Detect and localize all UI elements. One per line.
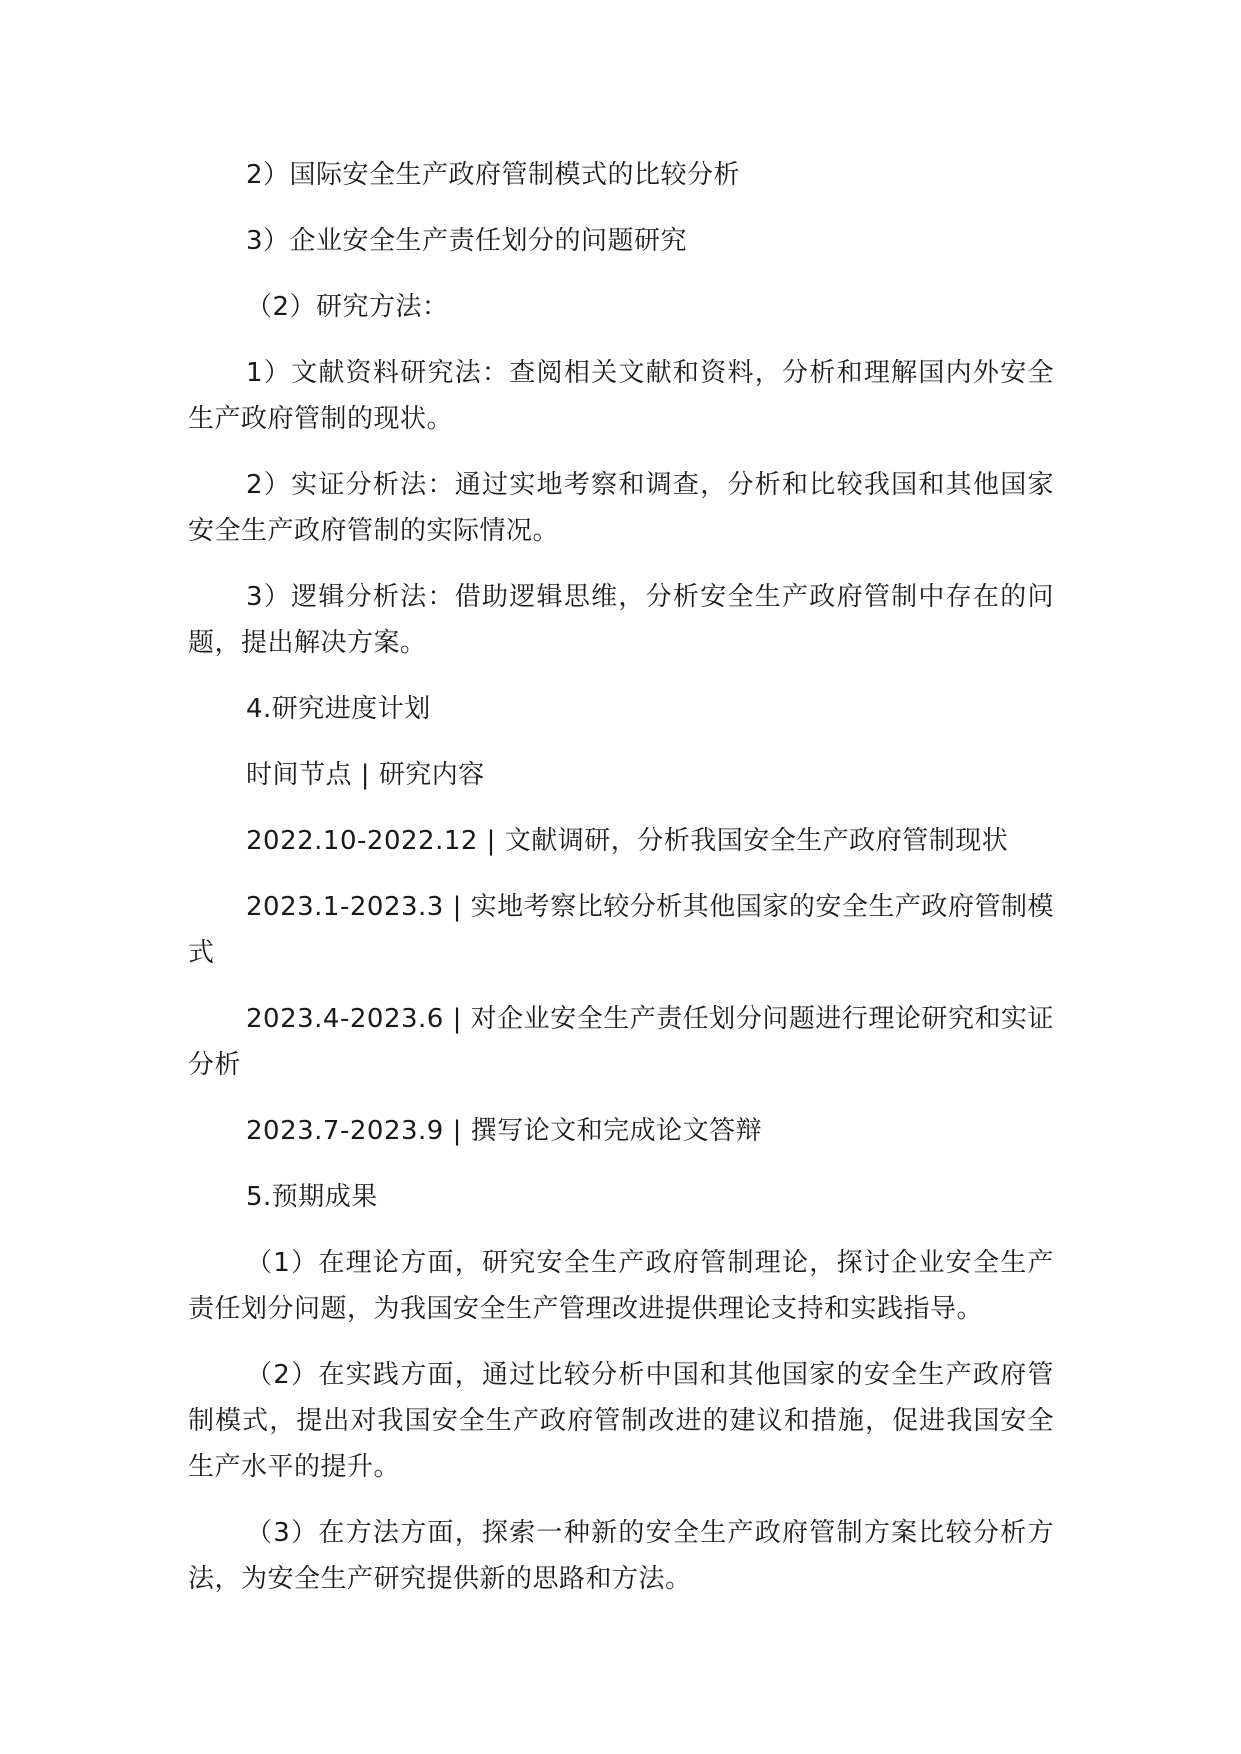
paragraph-intl-comparison: 2）国际安全生产政府管制模式的比较分析 <box>246 160 741 190</box>
paragraph-responsibility-division: 3）企业安全生产责任划分的问题研究 <box>246 226 688 256</box>
paragraph-method-result: （3）在方法方面，探索一种新的安全生产政府管制方案比较分析方法，为安全生产研究提供新的思路和方法。 <box>188 1518 1054 1594</box>
document-body <box>188 152 1054 1622</box>
heading-research-schedule: 4.研究进度计划 <box>246 694 431 724</box>
paragraph-literature-method: 1）文献资料研究法：查阅相关文献和资料，分析和理解国内外安全生产政府管制的现状。 <box>188 358 1054 434</box>
paragraph-logical-method: 3）逻辑分析法：借助逻辑思维，分析安全生产政府管制中存在的问题，提出解决方案。 <box>188 582 1054 658</box>
schedule-row-1: 2022.10-2022.12 | 文献调研，分析我国安全生产政府管制现状 <box>246 826 1009 856</box>
paragraph-practice-result: （2）在实践方面，通过比较分析中国和其他国家的安全生产政府管制模式，提出对我国安全生产政府管制改进的建议和措施，促进我国安全生产水平的提升。 <box>188 1360 1054 1482</box>
heading-expected-results: 5.预期成果 <box>246 1182 378 1212</box>
schedule-header-row: 时间节点 | 研究内容 <box>246 760 485 790</box>
paragraph-empirical-method: 2）实证分析法：通过实地考察和调查，分析和比较我国和其他国家安全生产政府管制的实际情况。 <box>188 470 1054 546</box>
schedule-row-3: 2023.4-2023.6 | 对企业安全生产责任划分问题进行理论研究和实证分析 <box>188 1004 1054 1080</box>
heading-research-methods: （2）研究方法： <box>246 292 449 322</box>
paragraph-theory-result: （1）在理论方面，研究安全生产政府管制理论，探讨企业安全生产责任划分问题，为我国安全生产管理改进提供理论支持和实践指导。 <box>188 1248 1054 1324</box>
schedule-row-4: 2023.7-2023.9 | 撰写论文和完成论文答辩 <box>246 1116 763 1146</box>
schedule-row-2: 2023.1-2023.3 | 实地考察比较分析其他国家的安全生产政府管制模式 <box>188 892 1054 968</box>
